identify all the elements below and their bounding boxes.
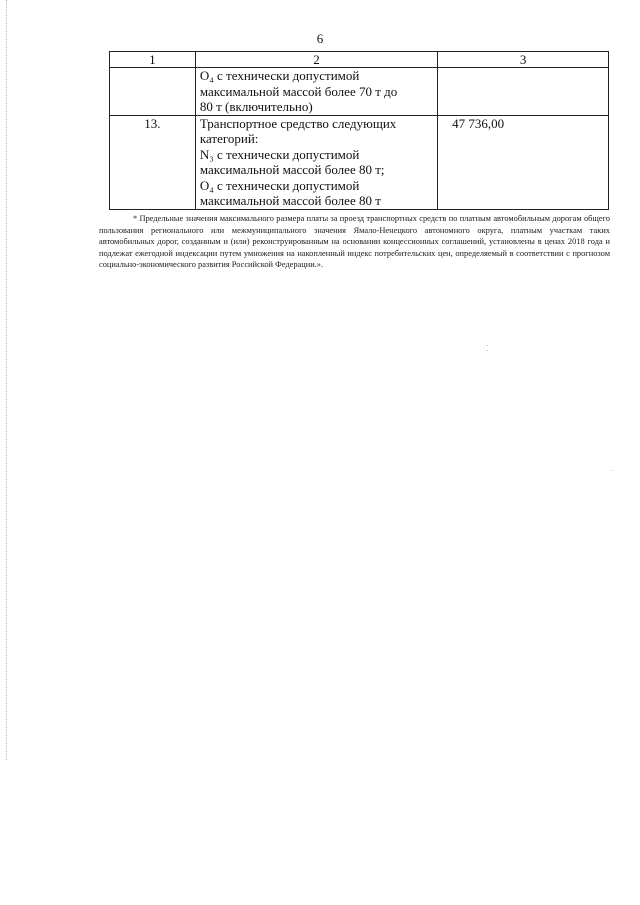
description-line: Транспортное средство следующих bbox=[199, 115, 397, 131]
tariff-table bbox=[109, 51, 609, 210]
footnote-text: * Предельные значения максимального размера платы за проезд транспортных средств по платным автомобильным дорогам общего пользования регионального или межмуниципального значения Ямало-Ненецкого автономного округа, платным участкам таких автомобильных дорог, созданным и (или) реконструированным на основании концессионных соглашений, установлены в ценах 2018 года и подлежат ежегодной индексации путем умножения на накопленный индекс потребительских цен, определяемый в соответствии с прогнозом социально-экономического развития Российской Федерации.». bbox=[99, 214, 610, 270]
scan-edge-mark bbox=[6, 0, 8, 760]
description-line: максимальной массой более 80 т bbox=[199, 193, 381, 208]
row-value bbox=[438, 68, 609, 116]
description-line: N₃ с технически допустимой bbox=[199, 146, 360, 162]
description-line: максимальной массой более 70 т до bbox=[199, 83, 398, 99]
scan-speck bbox=[612, 470, 613, 471]
row-number bbox=[110, 68, 196, 116]
description-line: O₄ с технически допустимой bbox=[199, 68, 360, 83]
table-row bbox=[110, 68, 609, 116]
header-col-1: 1 bbox=[110, 52, 196, 68]
description-line: максимальной массой более 80 т; bbox=[199, 162, 385, 177]
row-description bbox=[195, 68, 437, 116]
scan-speck bbox=[487, 345, 488, 346]
table-header-row bbox=[110, 52, 609, 68]
header-col-2: 2 bbox=[195, 52, 437, 68]
scan-speck bbox=[487, 350, 488, 351]
description-line: 80 т (включительно) bbox=[199, 99, 313, 114]
row-value: 47 736,00 bbox=[438, 115, 609, 209]
description-line: O₄ с технически допустимой bbox=[199, 177, 360, 193]
row-description bbox=[195, 115, 437, 209]
row-number: 13. bbox=[110, 115, 196, 209]
page-number: 6 bbox=[316, 31, 324, 46]
table-row bbox=[110, 115, 609, 209]
description-line: категорий: bbox=[199, 131, 259, 146]
header-col-3: 3 bbox=[438, 52, 609, 68]
